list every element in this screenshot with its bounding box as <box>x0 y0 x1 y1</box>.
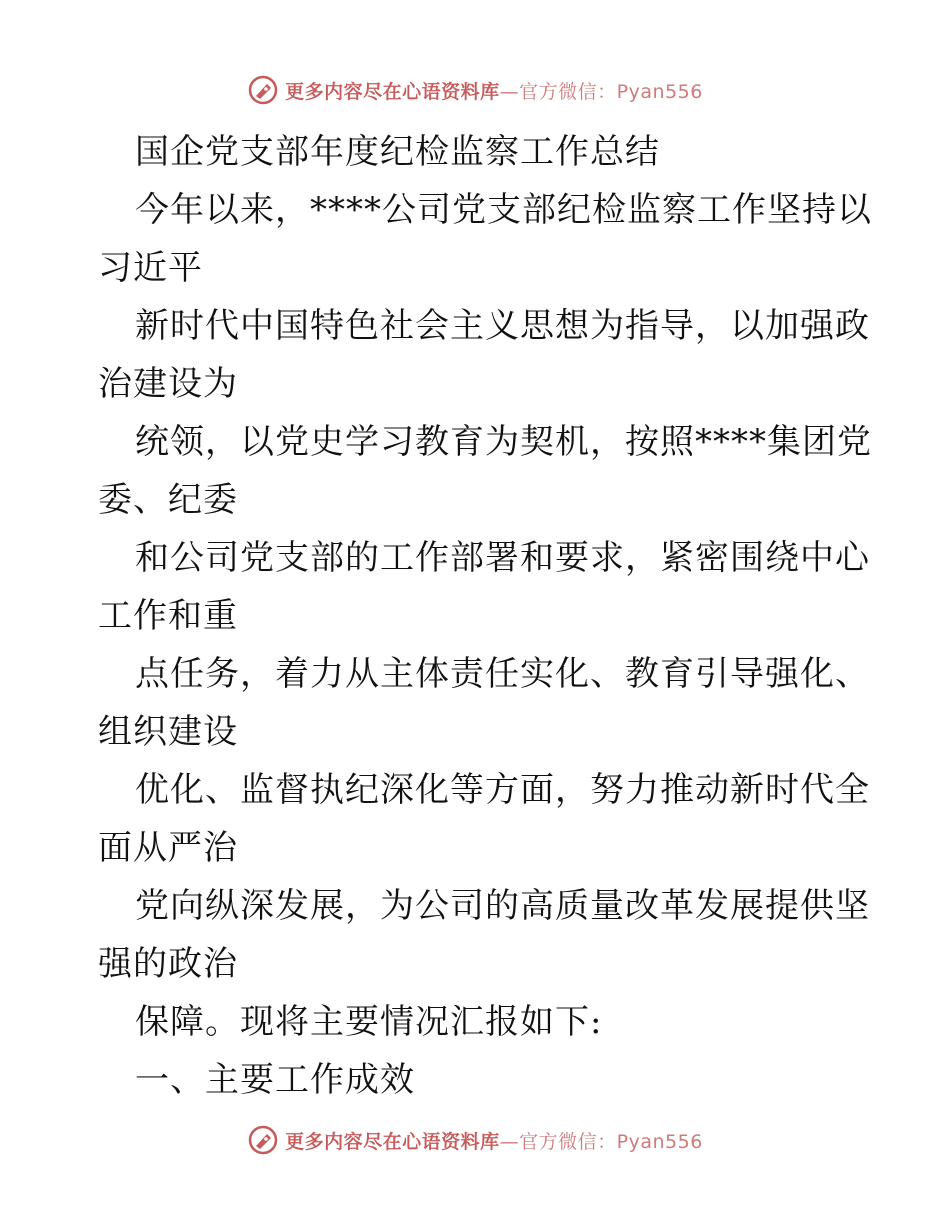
paragraph-line: 党向纵深发展，为公司的高质量改革发展提供坚 <box>135 886 870 926</box>
paragraph-line: 和公司党支部的工作部署和要求，紧密围绕中心 <box>135 538 870 578</box>
paragraph-line: 今年以来，****公司党支部纪检监察工作坚持以 <box>135 190 872 230</box>
document-body <box>98 123 872 1109</box>
paragraph-line: 新时代中国特色社会主义思想为指导，以加强政 <box>135 306 870 346</box>
paragraph-line: 点任务，着力从主体责任实化、教育引导强化、 <box>135 654 870 694</box>
pen-nib-circle-icon <box>247 74 279 106</box>
paragraph-line: 委、纪委 <box>98 480 238 520</box>
paragraph-line: 习近平 <box>98 248 203 288</box>
paragraph-line: 优化、监督执纪深化等方面，努力推动新时代全 <box>135 770 870 810</box>
paragraph-line: 治建设为 <box>98 364 238 404</box>
watermark-text: 更多内容尽在心语资料库—官方微信：Pyan556 <box>285 1130 703 1153</box>
paragraph-line: 统领，以党史学习教育为契机，按照****集团党 <box>135 422 872 462</box>
paragraph-line: 面从严治 <box>98 828 238 868</box>
footer-watermark <box>0 1120 950 1160</box>
document-title: 国企党支部年度纪检监察工作总结 <box>135 132 660 172</box>
watermark-text: 更多内容尽在心语资料库—官方微信：Pyan556 <box>285 80 703 103</box>
paragraph-line: 强的政治 <box>98 944 238 984</box>
section-heading: 一、主要工作成效 <box>135 1060 415 1100</box>
pen-nib-circle-icon <box>247 1124 279 1156</box>
header-watermark <box>0 70 950 110</box>
paragraph-line: 组织建设 <box>98 712 238 752</box>
paragraph-line: 工作和重 <box>98 596 238 636</box>
paragraph-line: 保障。现将主要情况汇报如下: <box>135 1002 603 1042</box>
